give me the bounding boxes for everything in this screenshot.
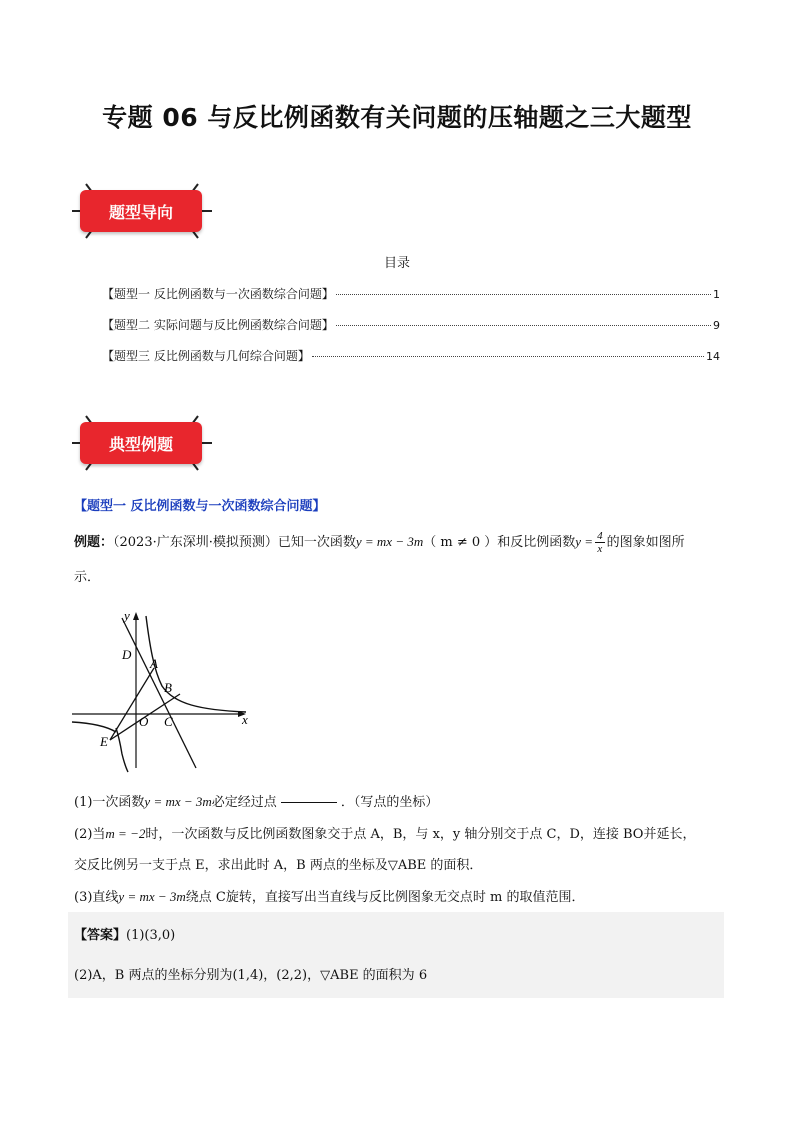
toc-entry[interactable] — [102, 347, 720, 364]
question-3 — [74, 887, 584, 908]
figure-label-y: y — [124, 608, 130, 623]
answer-label: 【答案】 — [74, 928, 127, 943]
banner-label: 典型例题 — [80, 422, 202, 464]
fraction-numerator: 4 — [597, 530, 603, 542]
figure-label-a: A — [150, 656, 158, 671]
page-title: 专题 06 与反比例函数有关问题的压轴题之三大题型 — [102, 103, 692, 132]
example-source: （2023·广东深圳·模拟预测）已知一次函数 — [113, 535, 356, 550]
toc-leader-dots — [312, 356, 704, 357]
fraction-lhs: y = — [575, 534, 594, 549]
toc-entry-label: 【题型三 反比例函数与几何综合问题】 — [102, 349, 310, 363]
fraction-4-over-x — [595, 530, 605, 555]
figure-label-o: O — [139, 714, 149, 729]
figure-label-d: D — [122, 647, 132, 662]
section-heading: 【题型一 反比例函数与一次函数综合问题】 — [74, 499, 326, 514]
question-2-line-2: 交反比例另一支于点 E，求出此时 A，B 两点的坐标及▽ABE 的面积． — [74, 858, 483, 873]
banner-label: 题型导向 — [80, 190, 202, 232]
example-lead: 例题： — [74, 535, 114, 550]
toc-entry[interactable] — [102, 316, 720, 333]
q3-prefix: (3)直线 — [74, 890, 119, 905]
example-line-1 — [74, 530, 685, 555]
linear-function-expr: y = mx − 3m — [355, 534, 424, 549]
function-graph-figure — [70, 608, 260, 778]
answer-blank[interactable] — [281, 802, 337, 803]
q1-suffix: ．（写点的坐标） — [340, 795, 439, 810]
toc-entry-page: 1 — [713, 288, 720, 301]
q1-middle: 必定经过点 — [211, 795, 277, 810]
figure-label-x: x — [242, 712, 248, 727]
answer-line-2: (2)A，B 两点的坐标分别为(1,4)，(2,2)，▽ABE 的面积为 6 — [74, 968, 428, 983]
toc-entry-page: 14 — [706, 350, 720, 363]
question-1 — [74, 792, 438, 813]
q1-prefix: (1)一次函数 — [74, 795, 145, 810]
q1-expr: y = mx − 3m — [144, 794, 212, 809]
section-banner-guide — [72, 182, 212, 242]
section-banner-examples — [72, 414, 212, 474]
toc-leader-dots — [336, 294, 711, 295]
toc-entry-label: 【题型二 实际问题与反比例函数综合问题】 — [102, 318, 334, 332]
example-tail: 的图象如图所 — [606, 535, 685, 550]
example-condition: （ m ≠ 0 ）和反比例函数 — [423, 535, 576, 550]
toc-entry-label: 【题型一 反比例函数与一次函数综合问题】 — [102, 287, 334, 301]
q2-m-value: m = −2 — [105, 826, 146, 841]
figure-label-b: B — [164, 680, 172, 695]
figure-label-c: C — [164, 714, 173, 729]
example-line-2: 示． — [74, 570, 101, 585]
q2-prefix: (2)当 — [74, 827, 106, 842]
fraction-denominator: x — [597, 543, 603, 555]
question-2-line-1 — [74, 824, 695, 845]
answer-line-1 — [74, 926, 175, 946]
q3-body: 绕点 C旋转，直接写出当直线与反比例图象无交点时 m 的取值范围． — [185, 890, 585, 905]
q2-body: 时，一次函数与反比例函数图象交于点 A，B，与 x，y 轴分别交于点 C，D，连接 BO并延长， — [145, 827, 696, 842]
figure-label-e: E — [100, 734, 108, 749]
q3-expr: y = mx − 3m — [118, 889, 186, 904]
toc-leader-dots — [336, 325, 711, 326]
toc-entry[interactable] — [102, 285, 720, 302]
toc-entry-page: 9 — [713, 319, 720, 332]
answer-1: (1)(3,0) — [126, 928, 176, 943]
toc-heading: 目录 — [383, 256, 410, 271]
